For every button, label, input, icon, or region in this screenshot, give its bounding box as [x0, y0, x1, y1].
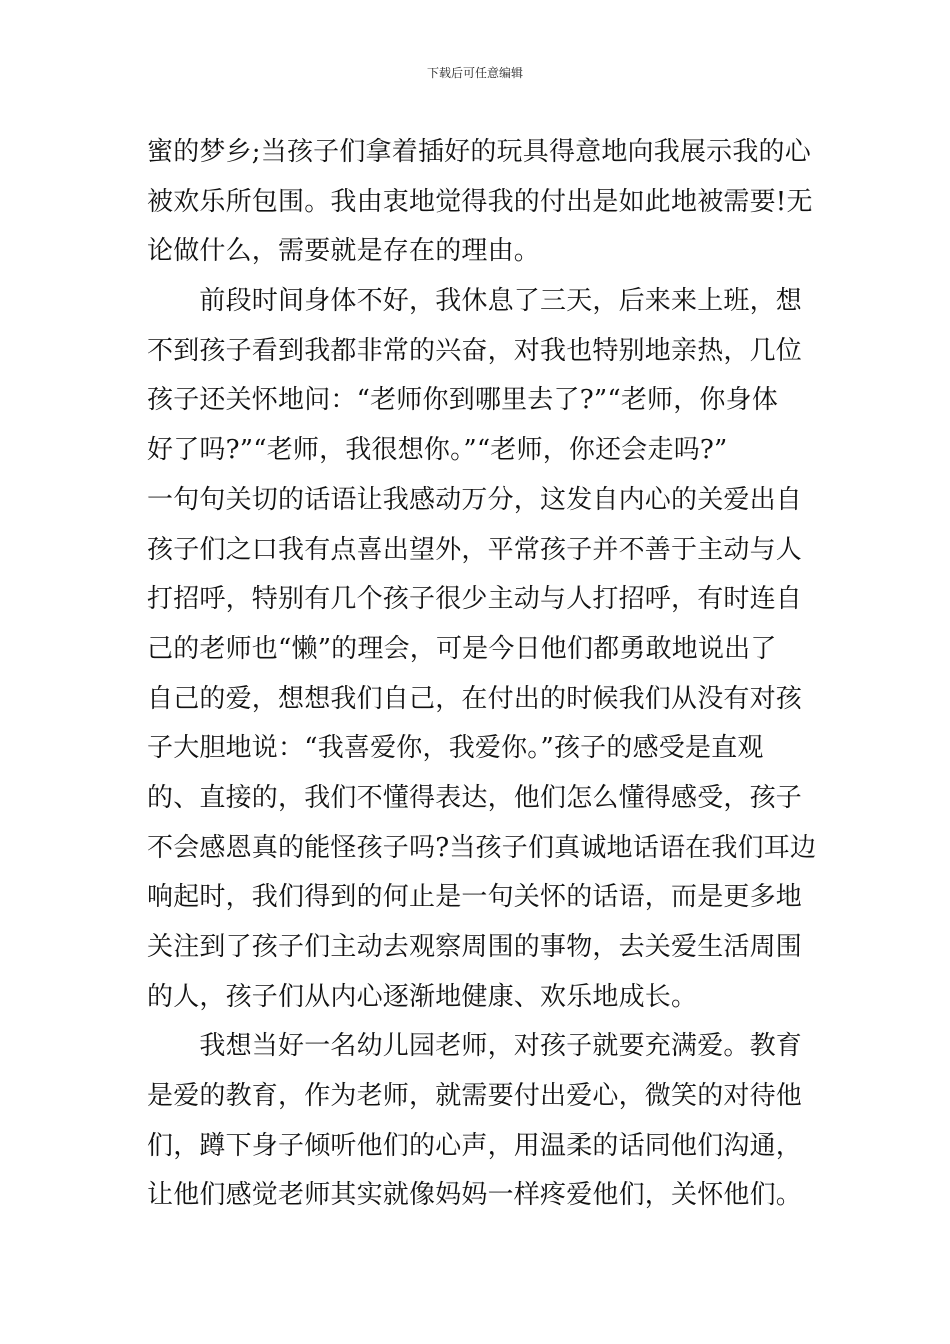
text-line: 是爱的教育，作为老师，就需要付出爱心，微笑的对待他	[147, 1081, 803, 1112]
text-line: 不到孩子看到我都非常的兴奋，对我也特别地亲热，几位	[147, 335, 803, 366]
text-line: 子大胆地说：“我喜爱你，我爱你。”孩子的感受是直观	[147, 733, 764, 764]
text-line: 的人，孩子们从内心逐渐地健康、欢乐地成长。	[147, 981, 698, 1012]
text-line: 孩子们之口我有点喜出望外，平常孩子并不善于主动与人	[147, 534, 803, 565]
text-line: 一句句关切的话语让我感动万分，这发自内心的关爱出自	[147, 484, 803, 515]
text-line: 的、直接的，我们不懂得表达，他们怎么懂得感受，孩子	[147, 782, 803, 813]
text-line: 好了吗?”“老师，我很想你。”“老师，你还会走吗?”	[147, 435, 728, 466]
text-line: 响起时，我们得到的何止是一句关怀的话语，而是更多地	[147, 882, 803, 913]
text-line: 不会感恩真的能怪孩子吗?当孩子们真诚地话语在我们耳边	[147, 832, 817, 863]
text-line: 前段时间身体不好，我休息了三天，后来来上班，想	[147, 286, 803, 317]
text-line: 论做什么，需要就是存在的理由。	[147, 236, 541, 267]
text-line: 己的老师也“懒”的理会，可是今日他们都勇敢地说出了	[147, 633, 777, 664]
text-line: 关注到了孩子们主动去观察周围的事物，去关爱生活周围	[147, 932, 803, 962]
text-line: 被欢乐所包围。我由衷地觉得我的付出是如此地被需要!无	[147, 186, 813, 217]
text-line: 们，蹲下身子倾听他们的心声，用温柔的话同他们沟通，	[147, 1130, 803, 1161]
text-line: 我想当好一名幼儿园老师，对孩子就要充满爱。教育	[147, 1031, 803, 1062]
page-header: 下载后可任意编辑	[426, 66, 523, 80]
text-line: 蜜的梦乡;当孩子们拿着插好的玩具得意地向我展示我的心	[147, 137, 811, 167]
text-line: 孩子还关怀地问：“老师你到哪里去了?”“老师，你身体	[147, 385, 779, 416]
text-line: 打招呼，特别有几个孩子很少主动与人打招呼，有时连自	[147, 584, 803, 615]
body-text	[147, 128, 817, 1221]
text-line: 自己的爱，想想我们自己，在付出的时候我们从没有对孩	[147, 683, 803, 714]
text-line: 让他们感觉老师其实就像妈妈一样疼爱他们，关怀他们。	[147, 1180, 803, 1211]
